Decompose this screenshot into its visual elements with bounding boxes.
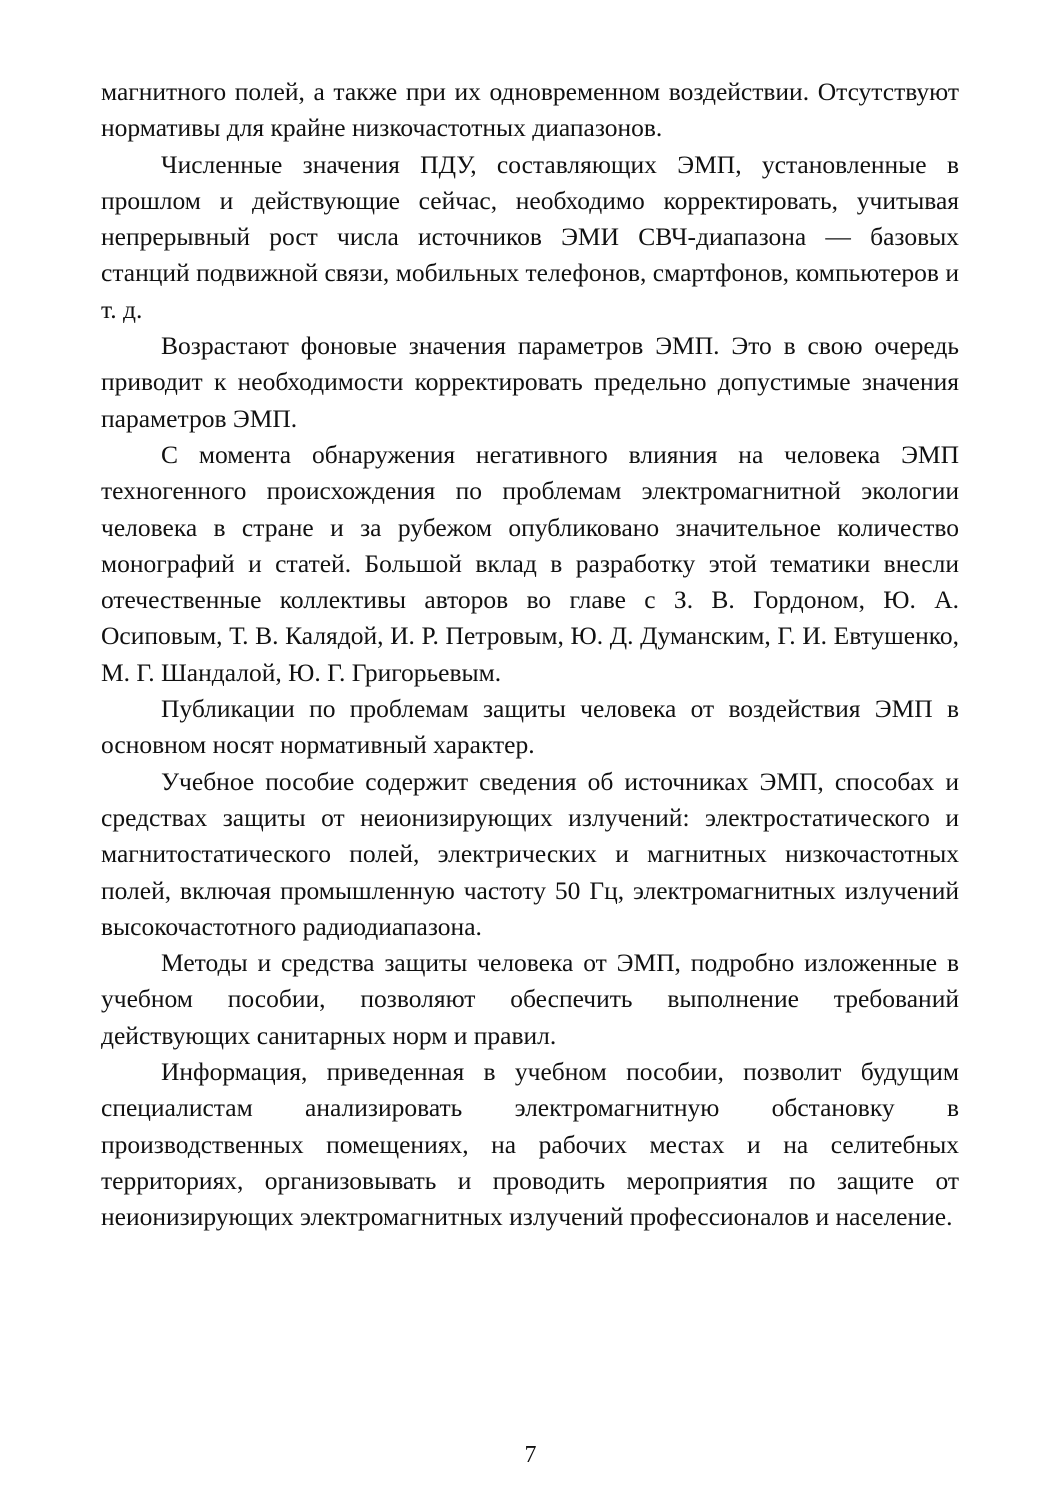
paragraph-continuation: магнитного полей, а также при их одновременном воздействии. Отсутствуют нормативы для крайне низкочастотных диапазонов. (101, 77, 959, 143)
paragraph-information: Информация, приведенная в учебном пособии, позволит будущим специалистам анализировать электромагнитную обстановку в производственных помещениях, на рабочих местах и на селитебных территориях, организовывать и проводить мероприятия по защите от неионизирующих электромагнитных излучений профессионалов и население. (101, 1057, 959, 1232)
paragraph-pdu-values: Численные значения ПДУ, составляющих ЭМП, установленные в прошлом и действующие сейчас, необходимо корректировать, учитывая непрерывный рост числа источников ЭМИ СВЧ-диапазона — базовых станций подвижной связи, мобильных телефонов, смартфонов, компьютеров и т. д. (101, 149, 959, 324)
paragraph-textbook-contents: Учебное пособие содержит сведения об источниках ЭМП, способах и средствах защиты от неионизирующих излучений: электростатического и магнитостатического полей, электрических и магнитных низкочастотных полей, включая промышленную частоту 50 Гц, электромагнитных излучений высокочастотного радиодиапазона. (101, 766, 959, 941)
paragraph-research-history: С момента обнаружения негативного влияния на человека ЭМП техногенного происхождения по проблемам электромагнитной экологии человека в стране и за рубежом опубликовано значительное количество монографий и статей. Большой вклад в разработку этой тематики внесли отечественные коллективы авторов во главе с З. В. Гордоном, Ю. А. Осиповым, Т. В. Калядой, И. Р. Петровым, Ю. Д. Думанским, Г. И. Евтушенко, М. Г. Шандалой, Ю. Г. Григорьевым. (101, 439, 959, 687)
page-body (101, 74, 959, 1236)
page-number: 7 (524, 1442, 537, 1468)
paragraph-methods: Методы и средства защиты человека от ЭМП, подробно изложенные в учебном пособии, позволяют обеспечить выполнение требований действующих санитарных норм и правил. (101, 948, 959, 1050)
paragraph-publications: Публикации по проблемам защиты человека от воздействия ЭМП в основном носят нормативный характер. (101, 694, 959, 760)
paragraph-background-values: Возрастают фоновые значения параметров ЭМП. Это в свою очередь приводит к необходимости корректировать предельно допустимые значения параметров ЭМП. (101, 331, 959, 433)
